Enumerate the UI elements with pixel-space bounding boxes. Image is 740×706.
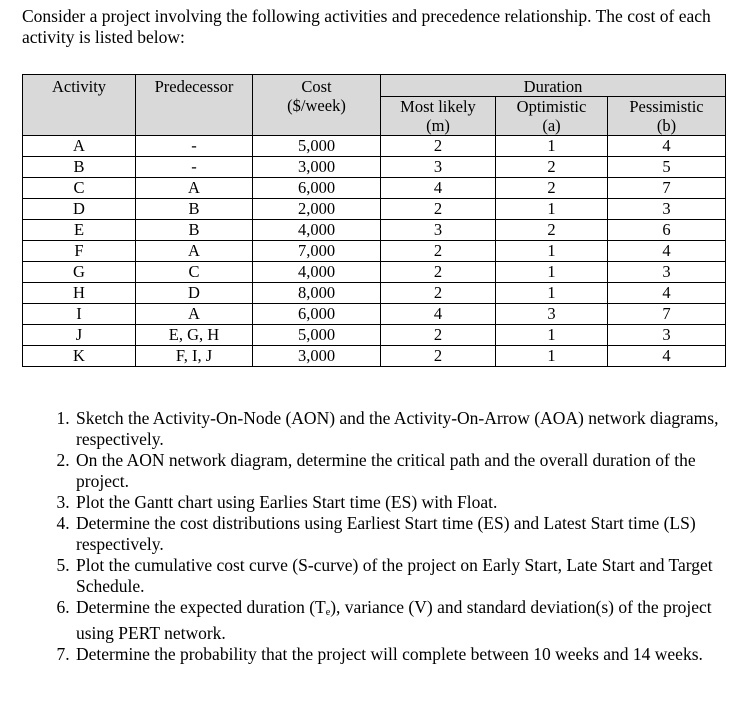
table-row [23,346,726,367]
cell-most-likely: 2 [381,262,496,283]
table-row [23,304,726,325]
cell-predecessor: B [136,220,253,241]
cell-most-likely: 2 [381,346,496,367]
question-text-pre: Determine the expected duration (T [76,597,326,617]
cell-optimistic: 1 [496,241,608,262]
cell-pessimistic: 3 [608,325,726,346]
header-most-likely-label: Most likely [400,97,476,116]
header-pessimistic-label: Pessimistic [629,97,704,116]
header-cost-label: Cost [301,77,332,96]
cell-activity: F [23,241,136,262]
cell-activity: A [23,136,136,157]
table-row [23,220,726,241]
cell-cost: 4,000 [253,220,381,241]
cell-activity: K [23,346,136,367]
cell-most-likely: 2 [381,241,496,262]
cell-optimistic: 3 [496,304,608,325]
header-pessimistic [608,97,726,136]
header-activity: Activity [23,75,136,136]
question-item: 7. Determine the probability that the project will complete between 10 weeks and 14 weeks. [74,644,730,665]
cell-most-likely: 2 [381,136,496,157]
cell-most-likely: 4 [381,178,496,199]
question-list [22,408,730,665]
cell-cost: 3,000 [253,346,381,367]
cell-pessimistic: 6 [608,220,726,241]
cell-optimistic: 2 [496,178,608,199]
question-item [74,597,730,644]
header-most-likely [381,97,496,136]
cell-optimistic: 1 [496,346,608,367]
cell-cost: 8,000 [253,283,381,304]
cell-most-likely: 2 [381,283,496,304]
table-row [23,136,726,157]
cell-activity: B [23,157,136,178]
cell-pessimistic: 4 [608,283,726,304]
cell-predecessor: E, G, H [136,325,253,346]
cell-pessimistic: 5 [608,157,726,178]
cell-activity: H [23,283,136,304]
table-row [23,283,726,304]
cell-predecessor: A [136,304,253,325]
cell-most-likely: 3 [381,220,496,241]
cell-predecessor: B [136,199,253,220]
cell-pessimistic: 3 [608,262,726,283]
cell-cost: 6,000 [253,178,381,199]
cell-predecessor: - [136,136,253,157]
activity-table [22,74,726,367]
table-row [23,241,726,262]
cell-predecessor: A [136,241,253,262]
cell-cost: 5,000 [253,325,381,346]
cell-activity: D [23,199,136,220]
question-item: 4. Determine the cost distributions using Earliest Start time (ES) and Latest Start time (LS) respectively. [74,513,730,555]
table-row [23,262,726,283]
cell-pessimistic: 3 [608,199,726,220]
intro-text: Consider a project involving the following activities and precedence relationship. The cost of each activity is listed below: [22,6,711,47]
header-optimistic-sym: (a) [542,116,561,135]
question-text-post: ), variance (V) and standard deviation(s) of the project using PERT network. [76,597,712,643]
cell-predecessor: F, I, J [136,346,253,367]
cell-predecessor: D [136,283,253,304]
header-duration: Duration [381,75,726,97]
question-item: 1. Sketch the Activity-On-Node (AON) and the Activity-On-Arrow (AOA) network diagrams, respectively. [74,408,730,450]
cell-cost: 5,000 [253,136,381,157]
question-item: 2. On the AON network diagram, determine the critical path and the overall duration of the project. [74,450,730,492]
cell-most-likely: 3 [381,157,496,178]
cell-activity: I [23,304,136,325]
cell-pessimistic: 7 [608,304,726,325]
cell-cost: 4,000 [253,262,381,283]
cell-pessimistic: 4 [608,241,726,262]
header-most-likely-sym: (m) [426,116,450,135]
header-predecessor: Predecessor [136,75,253,136]
cell-cost: 3,000 [253,157,381,178]
table-row [23,157,726,178]
cell-predecessor: A [136,178,253,199]
question-subscript: e [325,607,331,618]
cell-predecessor: C [136,262,253,283]
cell-activity: J [23,325,136,346]
header-pessimistic-sym: (b) [656,116,677,135]
cell-optimistic: 2 [496,157,608,178]
cell-cost: 2,000 [253,199,381,220]
cell-activity: C [23,178,136,199]
cell-activity: E [23,220,136,241]
table-row [23,199,726,220]
question-item: 5. Plot the cumulative cost curve (S-curve) of the project on Early Start, Late Start and Target Schedule. [74,555,730,597]
header-optimistic [496,97,608,136]
cell-cost: 6,000 [253,304,381,325]
table-body [23,136,726,367]
table-header-row-1 [23,75,726,97]
question-item: 3. Plot the Gantt chart using Earlies Start time (ES) with Float. [74,492,730,513]
cell-pessimistic: 7 [608,178,726,199]
cell-most-likely: 2 [381,199,496,220]
cell-optimistic: 1 [496,262,608,283]
cell-predecessor: - [136,157,253,178]
cell-optimistic: 1 [496,283,608,304]
header-cost-unit: ($/week) [287,96,346,115]
cell-activity: G [23,262,136,283]
cell-most-likely: 2 [381,325,496,346]
cell-optimistic: 1 [496,325,608,346]
table-row [23,178,726,199]
cell-cost: 7,000 [253,241,381,262]
table-row [23,325,726,346]
header-optimistic-label: Optimistic [516,97,587,116]
cell-most-likely: 4 [381,304,496,325]
cell-optimistic: 1 [496,136,608,157]
header-cost [253,75,381,136]
cell-pessimistic: 4 [608,346,726,367]
cell-pessimistic: 4 [608,136,726,157]
cell-optimistic: 2 [496,220,608,241]
cell-optimistic: 1 [496,199,608,220]
